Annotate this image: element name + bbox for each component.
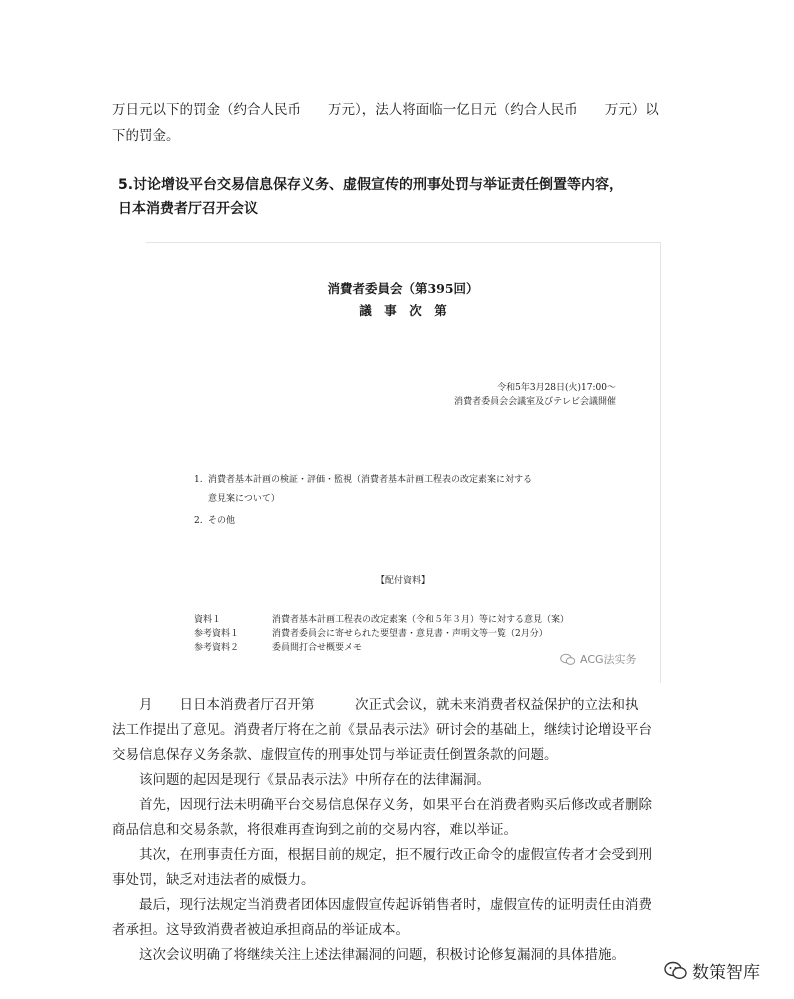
material-3-label: 参考資料２ — [194, 643, 240, 653]
material-2-label: 参考資料１ — [194, 629, 240, 639]
body-line-11: 这次会议明确了将继续关注上述法律漏洞的问题，积极讨论修复漏洞的具体措施。 — [112, 947, 625, 963]
body-line-1: 月 日日本消费者厅召开第 次正式会议，就未来消费者权益保护的立法和执 — [112, 697, 639, 713]
body-line-7: 其次，在刑事责任方面，根据目前的规定，拒不履行改正命令的虚假宣传者才会受到刑 — [112, 847, 652, 863]
agenda-item-1-text: 消費者基本計画の検証・評価・監視（消費者基本計画工程表の改定素案に対する — [208, 475, 533, 485]
footer-watermark-text: 数策智库 — [692, 963, 760, 983]
doc-venue: 消費者委員会会議室及びテレビ会議開催 — [454, 397, 616, 407]
body-line-3: 交易信息保存义务条款、虚假宣传的刑事处罚与举证责任倒置条款的问题。 — [112, 747, 558, 763]
doc-watermark-text: ACG法实务 — [580, 653, 637, 666]
body-line-9: 最后，现行法规定当消费者团体因虚假宣传起诉销售者时，虚假宣传的证明责任由消费 — [112, 897, 652, 913]
body-line-5: 首先，因现行法未明确平台交易信息保存义务，如果平台在消费者购买后修改或者删除 — [112, 797, 652, 813]
material-3-text: 委員間打合せ概要メモ — [272, 643, 363, 653]
intro-line-1: 万日元以下的罚金（约合人民币 万元），法人将面临一亿日元（约合人民币 万元）以 — [112, 102, 659, 118]
material-1-label: 資料１ — [194, 615, 222, 625]
doc-subtitle: 議 事 次 第 — [359, 303, 447, 318]
wechat-icon — [560, 653, 576, 666]
doc-title: 消費者委員会（第395回） — [327, 281, 479, 296]
wechat-icon — [664, 961, 688, 981]
agenda-item-1-num: 1. — [194, 475, 203, 485]
body-line-6: 商品信息和交易条款，将很难再查询到之前的交易内容，难以举证。 — [112, 822, 517, 838]
agenda-item-2-text: その他 — [208, 516, 236, 526]
doc-watermark — [560, 651, 637, 667]
doc-date: 令和5年3月28日(火)17:00～ — [497, 383, 616, 393]
body-line-10: 者承担。这导致消费者被迫承担商品的举证成本。 — [112, 922, 409, 938]
body-line-4: 该问题的起因是现行《景品表示法》中所存在的法律漏洞。 — [112, 772, 490, 788]
agenda-item-1-cont: 意見案について） — [208, 494, 280, 504]
section-heading-line-1: 5.讨论增设平台交易信息保存义务、虚假宣传的刑事处罚与举证责任倒置等内容， — [118, 177, 624, 193]
material-1-text: 消費者基本計画工程表の改定素案（令和５年３月）等に対する意見（案） — [272, 615, 570, 625]
material-2-text: 消費者委員会に寄せられた要望書・意見書・声明文等一覧（2月分） — [272, 629, 548, 639]
footer-watermark — [664, 958, 760, 983]
intro-line-2: 下的罚金。 — [112, 128, 180, 144]
embedded-document-image — [146, 242, 661, 683]
agenda-item-2-num: 2. — [194, 516, 203, 526]
body-line-2: 法工作提出了意见。消费者厅将在之前《景品表示法》研讨会的基础上，继续讨论增设平台 — [112, 722, 652, 738]
section-heading-line-2: 日本消费者厅召开会议 — [118, 201, 258, 217]
body-line-8: 事处罚，缺乏对违法者的威慑力。 — [112, 872, 315, 888]
materials-heading: 【配付資料】 — [375, 576, 430, 586]
